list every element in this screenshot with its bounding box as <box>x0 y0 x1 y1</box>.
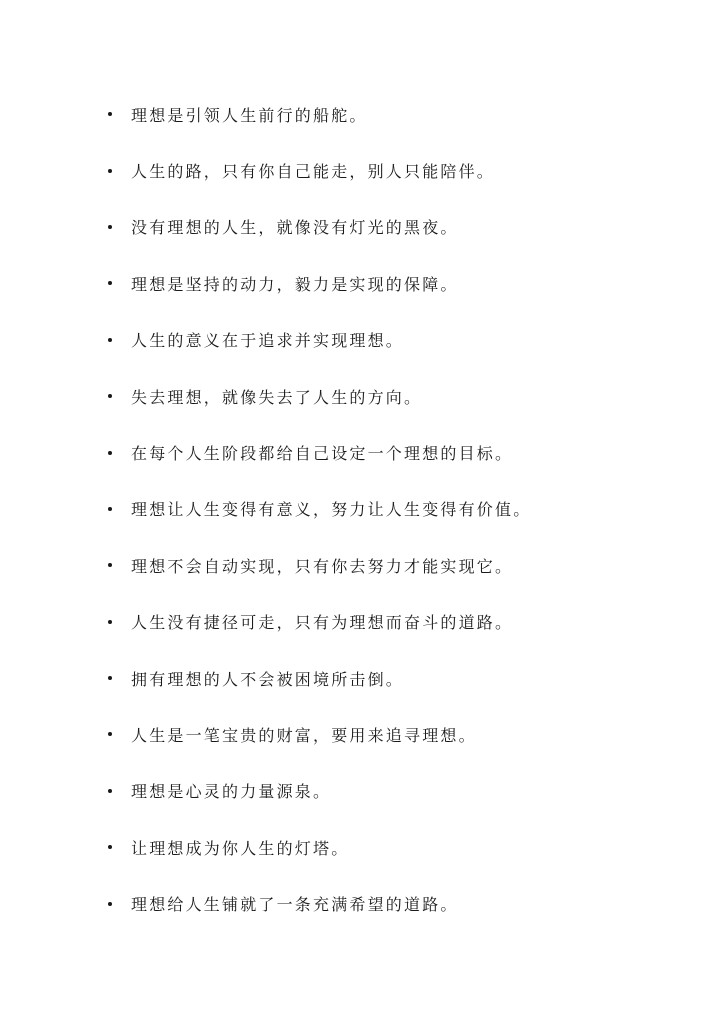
list-item <box>108 706 668 762</box>
bullet-icon <box>108 902 112 906</box>
bullet-icon <box>108 845 112 849</box>
bullet-icon <box>108 789 112 793</box>
list-item <box>108 594 668 650</box>
list-item-text: 理想给人生铺就了一条充满希望的道路。 <box>131 895 459 915</box>
list-item-text: 理想不会自动实现，只有你去努力才能实现它。 <box>131 556 514 576</box>
list-item-text: 理想让人生变得有意义，努力让人生变得有价值。 <box>131 500 532 520</box>
list-item-text: 理想是坚持的动力，毅力是实现的保障。 <box>131 274 459 294</box>
bullet-icon <box>108 225 112 229</box>
list-item <box>108 424 668 480</box>
bullet-icon <box>108 676 112 680</box>
bullet-icon <box>108 169 112 173</box>
list-item-text: 人生是一笔宝贵的财富，要用来追寻理想。 <box>131 725 477 745</box>
quote-list <box>108 86 668 932</box>
list-item-text: 没有理想的人生，就像没有灯光的黑夜。 <box>131 218 459 238</box>
list-item <box>108 875 668 931</box>
list-item <box>108 199 668 255</box>
list-item <box>108 142 668 198</box>
list-item-text: 让理想成为你人生的灯塔。 <box>131 838 350 858</box>
list-item-text: 在每个人生阶段都给自己设定一个理想的目标。 <box>131 444 514 464</box>
bullet-icon <box>108 563 112 567</box>
list-item <box>108 86 668 142</box>
list-item <box>108 763 668 819</box>
list-item <box>108 312 668 368</box>
list-item <box>108 819 668 875</box>
bullet-icon <box>108 112 112 116</box>
list-item <box>108 537 668 593</box>
bullet-icon <box>108 281 112 285</box>
bullet-icon <box>108 451 112 455</box>
list-item-text: 人生的路，只有你自己能走，别人只能陪伴。 <box>131 162 496 182</box>
list-item <box>108 650 668 706</box>
bullet-icon <box>108 620 112 624</box>
list-item-text: 失去理想，就像失去了人生的方向。 <box>131 387 423 407</box>
list-item <box>108 368 668 424</box>
list-item-text: 拥有理想的人不会被困境所击倒。 <box>131 669 405 689</box>
list-item-text: 人生没有捷径可走，只有为理想而奋斗的道路。 <box>131 613 514 633</box>
list-item-text: 人生的意义在于追求并实现理想。 <box>131 331 405 351</box>
list-item <box>108 255 668 311</box>
bullet-icon <box>108 507 112 511</box>
list-item-text: 理想是心灵的力量源泉。 <box>131 782 332 802</box>
bullet-icon <box>108 732 112 736</box>
bullet-icon <box>108 394 112 398</box>
list-item-text: 理想是引领人生前行的船舵。 <box>131 105 368 125</box>
list-item <box>108 481 668 537</box>
bullet-icon <box>108 338 112 342</box>
